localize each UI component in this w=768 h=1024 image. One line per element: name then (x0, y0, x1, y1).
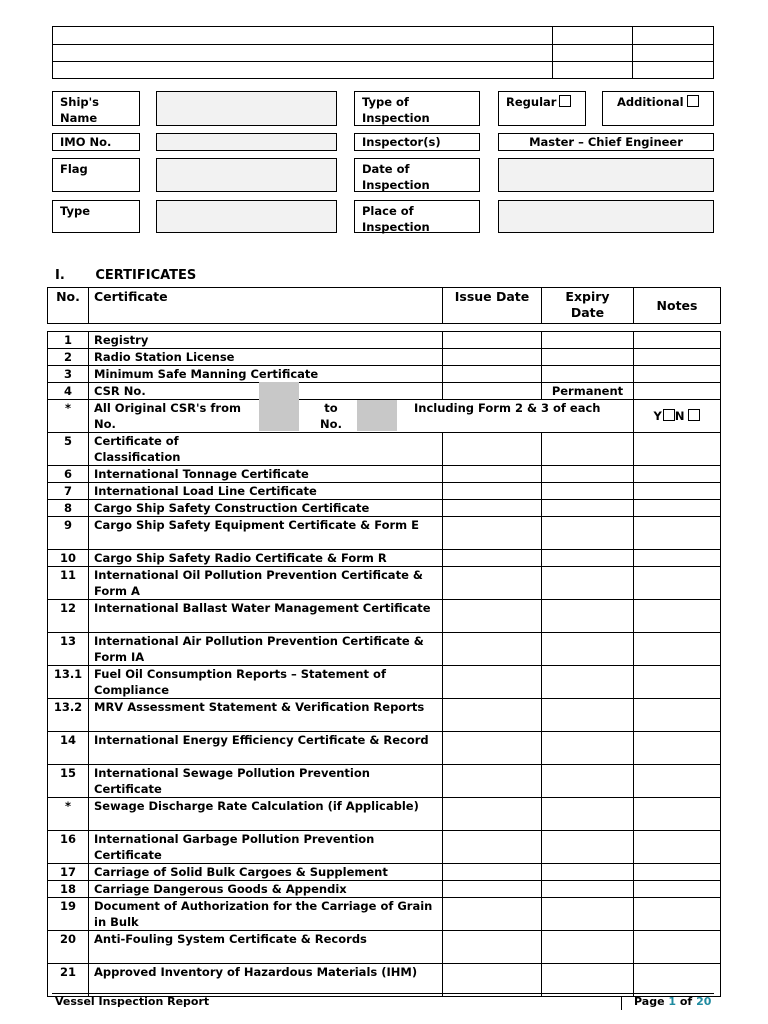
flag-label: Flag (60, 162, 88, 176)
certificate-name: Carriage of Solid Bulk Cargoes & Supplement (89, 864, 443, 881)
expiry-date-cell[interactable] (542, 765, 634, 798)
date-of-inspection-field[interactable] (498, 158, 714, 192)
flag-label-box (52, 158, 140, 192)
expiry-date-cell[interactable] (542, 699, 634, 732)
certificate-row (48, 517, 721, 550)
certificate-row (48, 332, 721, 349)
issue-date-cell[interactable] (443, 666, 542, 699)
notes-cell[interactable] (634, 517, 721, 550)
page-current: 1 (668, 995, 677, 1008)
notes-cell[interactable] (634, 881, 721, 898)
notes-cell[interactable] (634, 332, 721, 349)
expiry-date-cell[interactable] (542, 931, 634, 964)
date-of-inspection-label: Date of Inspection (362, 162, 430, 192)
issue-date-cell[interactable] (443, 898, 542, 931)
header-cell[interactable] (633, 27, 714, 45)
certificate-name: International Oil Pollution Prevention Certificate & Form A (89, 567, 443, 600)
imo-label-box (52, 133, 140, 151)
expiry-date-cell[interactable] (542, 567, 634, 600)
issue-date-cell[interactable] (443, 600, 542, 633)
notes-cell[interactable] (634, 366, 721, 383)
notes-cell[interactable] (634, 931, 721, 964)
certificate-name: International Ballast Water Management Certificate (89, 600, 443, 633)
footer-separator (621, 996, 622, 1010)
certificate-row (48, 567, 721, 600)
issue-date-cell[interactable] (443, 349, 542, 366)
yes-checkbox[interactable] (663, 409, 675, 421)
expiry-date-cell[interactable] (542, 964, 634, 997)
row-number: 9 (48, 517, 89, 550)
certificate-row (48, 433, 721, 466)
of-word: of (679, 995, 693, 1008)
expiry-date-cell[interactable] (542, 433, 634, 466)
row-number: 19 (48, 898, 89, 931)
certificate-row (48, 383, 721, 400)
row-number: 10 (48, 550, 89, 567)
certificates-header-table (47, 287, 721, 324)
issue-date-cell[interactable] (443, 831, 542, 864)
notes-cell[interactable] (634, 864, 721, 881)
section-number: I. (55, 268, 65, 283)
ships-name-label-box (52, 91, 140, 126)
header-cell[interactable] (633, 45, 714, 62)
regular-label: Regular (506, 95, 557, 109)
footer-title: Vessel Inspection Report (55, 995, 210, 1008)
notes-cell[interactable] (634, 666, 721, 699)
notes-cell[interactable] (634, 732, 721, 765)
notes-cell[interactable] (634, 898, 721, 931)
expiry-date-cell[interactable] (542, 550, 634, 567)
certificate-row (48, 881, 721, 898)
expiry-date-cell[interactable] (542, 898, 634, 931)
page-word: Page (634, 995, 665, 1008)
row-number: 8 (48, 500, 89, 517)
issue-date-cell[interactable] (443, 964, 542, 997)
csr-to-label: to No. (320, 401, 342, 431)
certificate-row (48, 964, 721, 997)
expiry-date-cell[interactable] (542, 831, 634, 864)
place-of-inspection-field[interactable] (498, 200, 714, 233)
certificate-name: Fuel Oil Consumption Reports – Statement of Compliance (89, 666, 443, 699)
issue-date-cell[interactable] (443, 864, 542, 881)
certificate-row (48, 765, 721, 798)
certificate-row (48, 349, 721, 366)
certificate-name: Radio Station License (89, 349, 443, 366)
certificate-name: Minimum Safe Manning Certificate (89, 366, 443, 383)
certificate-row (48, 831, 721, 864)
expiry-date-cell[interactable] (542, 500, 634, 517)
certificate-row (48, 600, 721, 633)
row-number: 14 (48, 732, 89, 765)
type-field[interactable] (156, 200, 337, 233)
inspectors-label-box (354, 133, 480, 151)
col-no-header: No. (48, 288, 89, 324)
regular-checkbox[interactable] (559, 95, 571, 107)
issue-date-cell[interactable] (443, 483, 542, 500)
csr-from-field[interactable] (259, 382, 299, 431)
issue-date-cell[interactable] (443, 699, 542, 732)
issue-date-cell[interactable] (443, 366, 542, 383)
issue-date-cell[interactable] (443, 500, 542, 517)
row-number: 2 (48, 349, 89, 366)
col-notes-header: Notes (634, 288, 721, 324)
type-label-box (52, 200, 140, 233)
row-number: 17 (48, 864, 89, 881)
expiry-date-cell[interactable] (542, 466, 634, 483)
row-number: 15 (48, 765, 89, 798)
issue-date-cell[interactable] (443, 466, 542, 483)
notes-cell[interactable] (634, 500, 721, 517)
footer-rule (52, 993, 714, 994)
page-total: 20 (696, 995, 712, 1008)
regular-option[interactable] (498, 91, 586, 126)
imo-label: IMO No. (60, 135, 112, 149)
row-number: 4 (48, 383, 89, 400)
imo-field[interactable] (156, 133, 337, 151)
notes-cell[interactable] (634, 550, 721, 567)
notes-cell[interactable] (634, 798, 721, 831)
notes-cell[interactable] (634, 699, 721, 732)
csr-originals-cell (89, 400, 634, 433)
certificate-name: Cargo Ship Safety Construction Certificate (89, 500, 443, 517)
notes-cell[interactable] (634, 483, 721, 500)
certificate-name: Cargo Ship Safety Equipment Certificate & Form E (89, 517, 443, 550)
expiry-date-cell[interactable]: Permanent (542, 383, 634, 400)
certificate-name: CSR No. (89, 383, 443, 400)
row-number: 13 (48, 633, 89, 666)
header-cell[interactable] (553, 62, 633, 79)
certificate-row (48, 666, 721, 699)
issue-date-cell[interactable] (443, 332, 542, 349)
certificate-name: Cargo Ship Safety Radio Certificate & Form R (89, 550, 443, 567)
expiry-date-cell[interactable] (542, 732, 634, 765)
row-number: 13.1 (48, 666, 89, 699)
place-of-inspection-label-box (354, 200, 480, 233)
certificate-row (48, 400, 721, 433)
notes-cell[interactable] (634, 383, 721, 400)
row-number: 20 (48, 931, 89, 964)
notes-cell[interactable] (634, 349, 721, 366)
issue-date-cell[interactable] (443, 383, 542, 400)
expiry-date-cell[interactable] (542, 633, 634, 666)
certificate-name: Document of Authorization for the Carriage of Grain in Bulk (89, 898, 443, 931)
place-of-inspection-label: Place of Inspection (362, 204, 430, 234)
additional-checkbox[interactable] (687, 95, 699, 107)
yes-no-cell (634, 400, 721, 433)
notes-cell[interactable] (634, 600, 721, 633)
certificate-name: Approved Inventory of Hazardous Materials (IHM) (89, 964, 443, 997)
certificate-row (48, 798, 721, 831)
csr-including-label: Including Form 2 & 3 of each (414, 401, 601, 415)
notes-cell[interactable] (634, 567, 721, 600)
col-expiry-date-header: Expiry Date (542, 288, 634, 324)
certificate-row (48, 864, 721, 881)
no-checkbox[interactable] (688, 409, 700, 421)
expiry-date-cell[interactable] (542, 349, 634, 366)
expiry-date-cell[interactable] (542, 366, 634, 383)
issue-date-cell[interactable] (443, 433, 542, 466)
certificate-name: International Air Pollution Prevention Certificate & Form IA (89, 633, 443, 666)
notes-cell[interactable] (634, 765, 721, 798)
issue-date-cell[interactable] (443, 567, 542, 600)
expiry-date-cell[interactable] (542, 332, 634, 349)
certificate-name: International Tonnage Certificate (89, 466, 443, 483)
certificate-row (48, 366, 721, 383)
issue-date-cell[interactable] (443, 633, 542, 666)
header-cell[interactable] (53, 27, 553, 45)
row-number: 13.2 (48, 699, 89, 732)
row-number: 12 (48, 600, 89, 633)
certificate-name: Carriage Dangerous Goods & Appendix (89, 881, 443, 898)
certificate-name: Certificate of Classification (89, 433, 443, 466)
issue-date-cell[interactable] (443, 931, 542, 964)
row-number: 5 (48, 433, 89, 466)
issue-date-cell[interactable] (443, 881, 542, 898)
certificate-row (48, 500, 721, 517)
header-cell[interactable] (553, 45, 633, 62)
section-heading (55, 268, 196, 283)
csr-from-label: All Original CSR's from No. (94, 401, 241, 431)
row-number: 6 (48, 466, 89, 483)
flag-field[interactable] (156, 158, 337, 192)
expiry-date-cell[interactable] (542, 483, 634, 500)
csr-to-field[interactable] (357, 400, 397, 431)
row-number: * (48, 798, 89, 831)
row-number: 3 (48, 366, 89, 383)
certificate-row (48, 550, 721, 567)
additional-option[interactable] (602, 91, 714, 126)
master-chief-label: Master – Chief Engineer (529, 135, 683, 149)
section-title: CERTIFICATES (95, 268, 197, 283)
row-number: 1 (48, 332, 89, 349)
header-cell[interactable] (633, 62, 714, 79)
row-number: * (48, 400, 89, 433)
type-label: Type (60, 204, 91, 218)
additional-label: Additional (617, 95, 684, 109)
header-cell[interactable] (553, 27, 633, 45)
page-number (634, 995, 711, 1008)
inspectors-label: Inspector(s) (362, 135, 441, 149)
certificate-row (48, 898, 721, 931)
ships-name-label: Ship's Name (60, 95, 100, 125)
row-number: 18 (48, 881, 89, 898)
header-cell[interactable] (53, 62, 553, 79)
type-of-inspection-label: Type of Inspection (362, 95, 430, 125)
issue-date-cell[interactable] (443, 732, 542, 765)
col-certificate-header: Certificate (89, 288, 443, 324)
notes-cell[interactable] (634, 433, 721, 466)
certificate-row (48, 699, 721, 732)
notes-cell[interactable] (634, 633, 721, 666)
notes-cell[interactable] (634, 964, 721, 997)
expiry-date-cell[interactable] (542, 798, 634, 831)
ships-name-field[interactable] (156, 91, 337, 126)
row-number: 7 (48, 483, 89, 500)
top-header-table (52, 26, 714, 79)
certificate-row (48, 633, 721, 666)
row-number: 11 (48, 567, 89, 600)
certificate-name: International Load Line Certificate (89, 483, 443, 500)
expiry-date-cell[interactable] (542, 600, 634, 633)
certificates-table (47, 331, 721, 997)
issue-date-cell[interactable] (443, 798, 542, 831)
certificate-row (48, 466, 721, 483)
col-issue-date-header: Issue Date (443, 288, 542, 324)
expiry-date-cell[interactable] (542, 864, 634, 881)
notes-cell[interactable] (634, 466, 721, 483)
certificate-name: MRV Assessment Statement & Verification Reports (89, 699, 443, 732)
certificate-name: International Energy Efficiency Certificate & Record (89, 732, 443, 765)
certificate-name: International Garbage Pollution Prevention Certificate (89, 831, 443, 864)
certificate-name: International Sewage Pollution Prevention Certificate (89, 765, 443, 798)
notes-cell[interactable] (634, 831, 721, 864)
master-chief-box (498, 133, 714, 151)
expiry-date-cell[interactable] (542, 517, 634, 550)
certificate-row (48, 732, 721, 765)
certificate-row (48, 483, 721, 500)
certificate-name: Sewage Discharge Rate Calculation (if Applicable) (89, 798, 443, 831)
certificate-name: Anti-Fouling System Certificate & Records (89, 931, 443, 964)
date-of-inspection-label-box (354, 158, 480, 192)
issue-date-cell[interactable] (443, 765, 542, 798)
row-number: 21 (48, 964, 89, 997)
expiry-date-cell[interactable] (542, 881, 634, 898)
certificate-row (48, 931, 721, 964)
yes-label: Y (653, 409, 662, 423)
certificate-name: Registry (89, 332, 443, 349)
type-of-inspection-label-box (354, 91, 480, 126)
issue-date-cell[interactable] (443, 550, 542, 567)
issue-date-cell[interactable] (443, 517, 542, 550)
header-cell[interactable] (53, 45, 553, 62)
expiry-date-cell[interactable] (542, 666, 634, 699)
no-label: N (674, 409, 685, 423)
row-number: 16 (48, 831, 89, 864)
